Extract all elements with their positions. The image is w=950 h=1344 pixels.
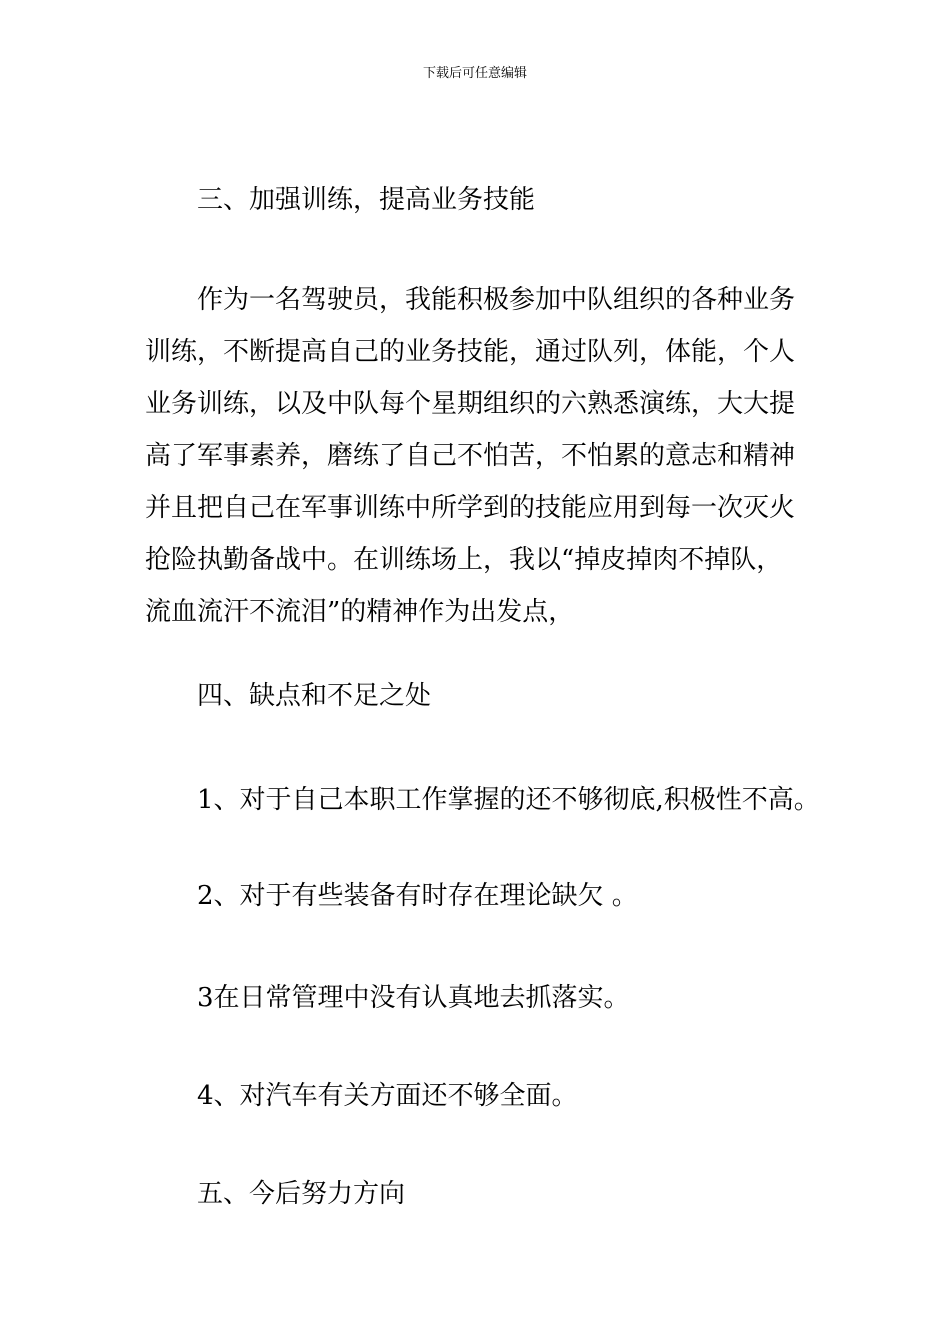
page-header: 下载后可任意编辑 <box>422 66 527 81</box>
paragraph-line: 训练，不断提高自己的业务技能，通过队列，体能，个人 <box>145 337 796 367</box>
paragraph-line: 业务训练，以及中队每个星期组织的六熟悉演练，大大提 <box>145 389 796 419</box>
paragraph-line: 高了军事素养，磨练了自己不怕苦，不怕累的意志和精神 <box>145 441 796 471</box>
paragraph-line: 作为一名驾驶员，我能积极参加中队组织的各种业务 <box>197 285 796 315</box>
paragraph-line: 并且把自己在军事训练中所学到的技能应用到每一次灭火 <box>145 493 796 523</box>
paragraph-line: 流血流汗不流泪”的精神作为出发点， <box>145 597 575 627</box>
list-item: 1、对于自己本职工作掌握的还不够彻底,积极性不高。 <box>197 785 820 815</box>
section-heading-5: 五、今后努力方向 <box>197 1179 406 1209</box>
paragraph-line: 抢险执勤备战中。在训练场上，我以“掉皮掉肉不掉队， <box>145 545 783 575</box>
list-item: 4、对汽车有关方面还不够全面。 <box>197 1081 578 1111</box>
list-item: 2、对于有些装备有时存在理论缺欠 。 <box>197 881 638 911</box>
section-heading-3: 三、加强训练，提高业务技能 <box>197 185 536 215</box>
list-item: 3在日常管理中没有认真地去抓落实。 <box>197 983 630 1013</box>
body-paragraph <box>145 274 805 638</box>
section-heading-4: 四、缺点和不足之处 <box>197 681 432 711</box>
